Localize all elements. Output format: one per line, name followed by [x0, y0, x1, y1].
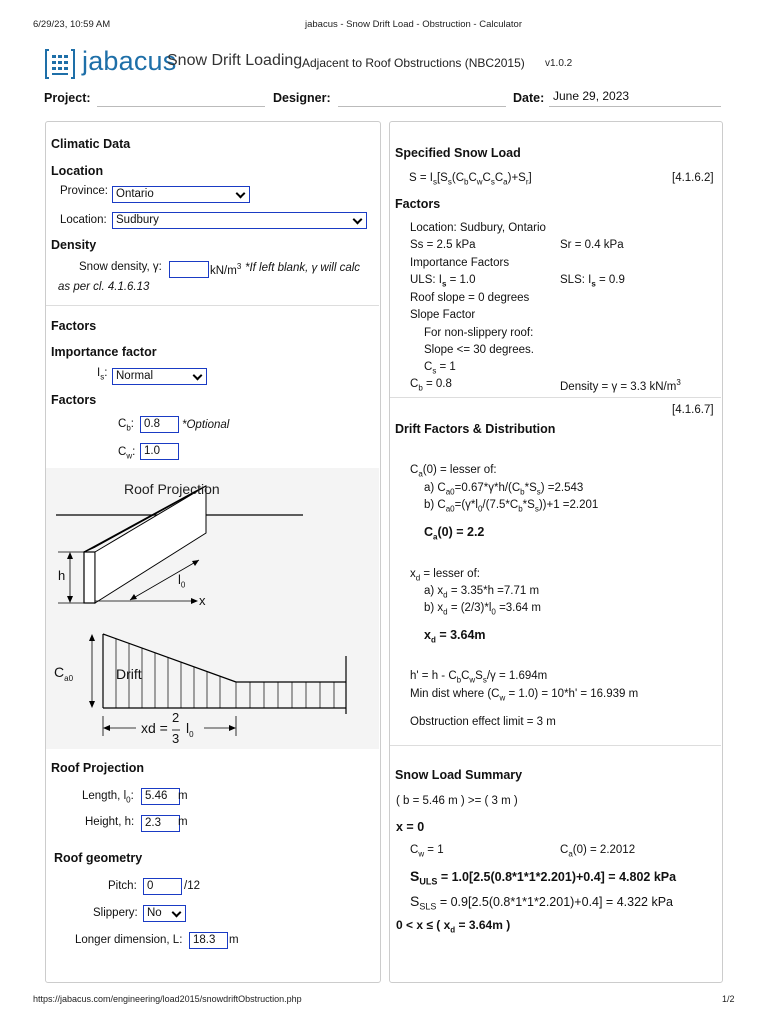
- sls-line: SLS: $I_s = 0.9$: [560, 274, 625, 289]
- density-unit: $kN/m^3$: [210, 262, 242, 277]
- xd-lesser: $x_d$ = lesser of:: [410, 568, 480, 583]
- divider-right: [390, 397, 721, 398]
- density-title: Density: [51, 238, 97, 252]
- s-uls: $S_{ULS} = 1.0[2.5(0.8*1*1*2.201)+0.4] = 4.802$ kPa: [410, 868, 677, 887]
- range-label: 0 < x ≤ ( $x_d = 3.64m$ ): [396, 918, 511, 935]
- location-select[interactable]: [112, 212, 367, 229]
- diagram-x-label: x: [199, 593, 206, 608]
- height-input[interactable]: [141, 815, 180, 832]
- importance-line: Importance Factors: [410, 257, 510, 269]
- diagram-title: Roof Projection: [124, 481, 220, 497]
- ca0-a: a) $C_{a0}=0.67*\gamma*h/(C_b*S_s) =2.543$: [424, 482, 584, 497]
- length-value: 5.46: [145, 790, 168, 802]
- divider: [46, 305, 379, 306]
- cb-label: $C_b$:: [118, 418, 134, 433]
- brand-name: jabacus: [82, 46, 177, 76]
- location-label: Location:: [60, 214, 107, 226]
- print-page-number: 1/2: [722, 994, 735, 1004]
- hprime-line: $h' = h - C_bC_wS_s/\gamma = 1.694m$: [410, 670, 548, 685]
- xd-result: $x_d = 3.64m$: [424, 628, 486, 645]
- app-title: Snow Drift Loading: [167, 52, 303, 69]
- location-title: Location: [51, 164, 104, 178]
- ss-line: Ss = 2.5 kPa: [410, 239, 476, 251]
- longer-value: 18.3: [193, 934, 216, 946]
- density-line: Density = γ = 3.3 $kN/m^3$: [560, 378, 681, 393]
- is-label: $I_s$:: [97, 367, 108, 382]
- uls-line: ULS: $I_s = 1.0$: [410, 274, 476, 289]
- print-page-title: jabacus - Snow Drift Load - Obstruction - Calculator: [305, 19, 523, 30]
- formula-s: $S = I_s[S_s(C_bC_wC_sC_a)+S_r]$: [409, 172, 532, 187]
- s-sls: $S_{SLS} = 0.9[2.5(0.8*1*1*2.201)+0.4] = 4.322$ kPa: [410, 893, 673, 912]
- importance-title: Importance factor: [51, 345, 157, 359]
- location-value: Sudbury: [116, 214, 159, 226]
- date-value: June 29, 2023: [553, 89, 630, 103]
- longer-unit: m: [229, 934, 239, 946]
- slippery-select[interactable]: [143, 905, 186, 922]
- diagram-ca0-label: $C_{a0}$: [54, 664, 74, 683]
- jabacus-logo-icon: [44, 48, 76, 80]
- non-slip-line: For non-slippery roof:: [424, 327, 534, 339]
- projection-title: Roof Projection: [51, 761, 145, 775]
- x0-label: x = 0: [396, 820, 425, 834]
- diagram-h-label: h: [58, 568, 66, 583]
- obstruction-line: Obstruction effect limit = 3 m: [410, 716, 556, 728]
- divider-right-2: [390, 745, 721, 746]
- designer-field[interactable]: [338, 106, 506, 107]
- pitch-unit: /12: [184, 880, 200, 892]
- print-timestamp: 6/29/23, 10:59 AM: [33, 19, 111, 30]
- diagram-frac-num: 2: [172, 710, 180, 725]
- cb-input[interactable]: [140, 416, 179, 433]
- diagram-frac-den: 3: [172, 731, 180, 746]
- drift-title: Drift Factors & Distribution: [395, 422, 556, 436]
- xd-a: a) $x_d = 3.35*h =7.71$ m: [424, 585, 540, 600]
- geometry-title: Roof geometry: [54, 851, 143, 865]
- slope-factor-line: Slope Factor: [410, 309, 476, 321]
- longer-input[interactable]: [189, 932, 228, 949]
- importance-value: Normal: [116, 370, 154, 382]
- factors-title-right: Factors: [395, 197, 441, 211]
- app-subtitle: Adjacent to Roof Obstructions (NBC2015): [302, 56, 525, 70]
- diagram-xd-l0: $l_0$: [186, 720, 194, 739]
- print-url: https://jabacus.com/engineering/load2015/snowdriftObstruction.php: [33, 994, 302, 1004]
- cw-eq: $C_w = 1$: [410, 844, 444, 859]
- cs-line: $C_s = 1$: [424, 361, 456, 376]
- app-version: v1.0.2: [545, 58, 573, 69]
- ca0-b: b) $C_{a0}=(\gamma*l_0/(7.5*C_b*S_s))+1 =2.201$: [424, 499, 599, 514]
- cb-line: $C_b = 0.8$: [410, 378, 452, 393]
- pitch-label: Pitch:: [108, 880, 137, 892]
- province-select[interactable]: [112, 186, 250, 203]
- factors-title: Factors: [51, 319, 97, 333]
- date-label: Date:: [513, 91, 545, 105]
- length-unit: m: [178, 790, 188, 802]
- cw-input[interactable]: [140, 443, 179, 460]
- sr-line: Sr = 0.4 kPa: [560, 239, 624, 251]
- ca0-lesser: $C_a(0)$ = lesser of:: [410, 464, 497, 479]
- cb-note: *Optional: [182, 419, 230, 431]
- slope-cond-line: Slope <= 30 degrees.: [424, 344, 534, 356]
- ca0-eq: $C_a(0) = 2.2012$: [560, 844, 636, 859]
- density-note: *If left blank, γ will calc: [245, 262, 361, 274]
- diagram-svg: [46, 468, 379, 749]
- length-label: Length, $l_0$:: [82, 790, 134, 805]
- formula-ref: [4.1.6.2]: [672, 172, 714, 184]
- slippery-value: No: [147, 907, 162, 919]
- importance-select[interactable]: [112, 368, 207, 385]
- location-line: Location: Sudbury, Ontario: [410, 222, 546, 234]
- diagram-drift-label: Drift: [116, 666, 142, 682]
- height-label: Height, h:: [85, 816, 135, 828]
- roof-slope-line: Roof slope = 0 degrees: [410, 292, 530, 304]
- climatic-title: Climatic Data: [51, 137, 131, 151]
- longer-label: Longer dimension, L:: [75, 934, 183, 946]
- project-field[interactable]: [97, 106, 265, 107]
- roof-projection-diagram: [46, 468, 379, 749]
- diagram-l0-label: $l_0$: [178, 572, 186, 590]
- mindist-line: Min dist where $(C_w = 1.0) = 10*h' = 16.939$ m: [410, 688, 639, 703]
- slippery-label: Slippery:: [93, 907, 138, 919]
- date-field[interactable]: [549, 106, 721, 107]
- height-unit: m: [178, 816, 188, 828]
- density-note-cont: as per cl. 4.1.6.13: [58, 281, 150, 293]
- project-label: Project:: [44, 91, 91, 105]
- height-value: 2.3: [145, 817, 161, 829]
- diagram-xd-label: xd =: [141, 720, 168, 736]
- drift-ref: [4.1.6.7]: [672, 404, 714, 416]
- province-value: Ontario: [116, 188, 154, 200]
- cb-value: 0.8: [144, 418, 160, 430]
- xd-b: b) $x_d = (2/3)*l_0 =3.64$ m: [424, 602, 541, 617]
- density-label: Snow density, γ:: [79, 261, 162, 273]
- length-input[interactable]: [141, 788, 180, 805]
- factors-sub-title: Factors: [51, 393, 97, 407]
- designer-label: Designer:: [273, 91, 331, 105]
- density-input[interactable]: [169, 261, 209, 278]
- specified-title: Specified Snow Load: [395, 146, 521, 160]
- province-label: Province:: [60, 185, 108, 197]
- cw-label: $C_w$:: [118, 446, 136, 461]
- pitch-input[interactable]: [143, 878, 182, 895]
- summary-title: Snow Load Summary: [395, 768, 523, 782]
- pitch-value: 0: [147, 880, 154, 892]
- summary-cond: ( b = 5.46 m ) >= ( 3 m ): [396, 795, 518, 807]
- cw-value: 1.0: [144, 445, 160, 457]
- ca0-result: $C_a(0) = 2.2$: [424, 525, 485, 542]
